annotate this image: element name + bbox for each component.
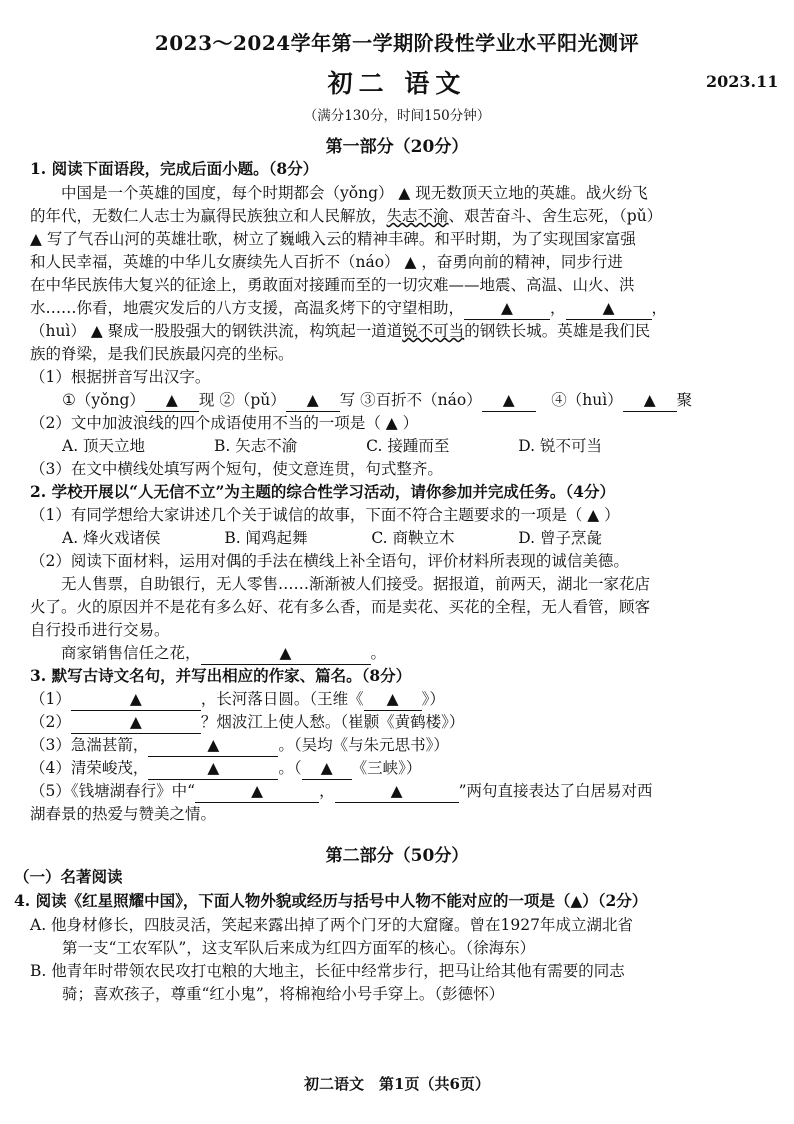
q4-option-a[interactable]: A. 他身材修长，四肢灵活，笑起来露出掉了两个门牙的大窟窿。曾在1927年成立湖北省 bbox=[30, 916, 633, 934]
option-c[interactable]: C. 接踵而至 bbox=[366, 437, 450, 455]
q1-passage-line: 族的脊梁，是我们民族最闪亮的坐标。 bbox=[30, 345, 294, 363]
answer-blank[interactable]: ▲ bbox=[623, 389, 677, 412]
option-d[interactable]: D. 锐不可当 bbox=[518, 437, 602, 455]
section-heading: （一）名著阅读 bbox=[14, 867, 123, 886]
q3-stem: 3. 默写古诗文名句，并写出相应的作家、篇名。（8分） bbox=[30, 666, 412, 685]
item-text: 《钱塘湖春行》中“ bbox=[70, 782, 196, 800]
exam-subject: 初二 语文 bbox=[327, 69, 467, 98]
answer-blank[interactable]: ▲ bbox=[201, 642, 371, 665]
q4-stem: 4. 阅读《红星照耀中国》，下面人物外貌或经历与括号中人物不能对应的一项是（▲）（2分） bbox=[14, 891, 648, 910]
answer-prefix: 商家销售信任之花， bbox=[30, 644, 201, 662]
answer-blank[interactable]: ▲ bbox=[71, 688, 201, 711]
q2-answer-line: 商家销售信任之花， ▲ 。 bbox=[30, 642, 386, 665]
answer-blank[interactable]: ▲ bbox=[71, 711, 201, 734]
q3-item bbox=[30, 780, 653, 803]
exam-date: 2023.11 bbox=[706, 72, 779, 91]
q2-material-line: 无人售票，自助银行，无人零售……渐渐被人们接受。据报道，前两天，湖北一家花店 bbox=[30, 575, 651, 593]
answer-blank[interactable]: ▲ bbox=[148, 734, 278, 757]
page-footer: 初二语文 第1页（共6页） bbox=[304, 1075, 490, 1093]
q3-item bbox=[30, 711, 464, 734]
wavy-idiom: 锐不可当 bbox=[402, 322, 465, 340]
item-text: 清荣峻茂， bbox=[70, 759, 149, 777]
wavy-idiom: 失志不渝 bbox=[386, 207, 449, 225]
answer-blank[interactable]: ▲ bbox=[364, 688, 422, 711]
part2-heading: 第二部分（50分） bbox=[325, 846, 469, 866]
answer-blank[interactable]: ▲ bbox=[566, 297, 652, 320]
answer-blank[interactable]: ▲ bbox=[302, 757, 352, 780]
q1-passage-line bbox=[30, 320, 650, 342]
item-number: （2） bbox=[30, 713, 71, 731]
q3-item bbox=[30, 757, 421, 780]
item-label: ④（huì） bbox=[551, 391, 623, 409]
part1-heading: 第一部分（20分） bbox=[325, 137, 469, 157]
q1-passage-seg: 的钢铁长城。英雄是我们民 bbox=[464, 322, 651, 340]
q1-passage-seg: 的年代，无数仁人志士为赢得民族独立和人民解放， bbox=[30, 207, 387, 225]
q1-passage-line: 在中华民族伟大复兴的征途上，勇敢面对接踵而至的一切灾难——地震、高温、山火、洪 bbox=[30, 276, 635, 294]
item-number: （4） bbox=[30, 759, 71, 777]
item-text: ”两句直接表达了白居易对西 bbox=[458, 782, 653, 800]
q3-item bbox=[30, 688, 445, 711]
q3-item bbox=[30, 734, 449, 757]
q1-passage-line: 水……你看，地震灾发后的八方支援，高温炙烤下的守望相助， ▲ ， ▲ ， bbox=[30, 297, 667, 320]
q1-passage-seg: 、艰苦奋斗、舍生忘死，（pǔ） bbox=[448, 207, 663, 225]
item-label: ①（yǒng） bbox=[62, 391, 145, 409]
q1-passage-line bbox=[30, 205, 662, 227]
q2-sub2: （2）阅读下面材料，运用对偶的手法在横线上补全语句，评价材料所表现的诚信美德。 bbox=[30, 552, 629, 570]
answer-blank[interactable]: ▲ bbox=[145, 389, 199, 412]
q3-tail: 湖春景的热爱与赞美之情。 bbox=[30, 805, 217, 823]
q2-stem: 2. 学校开展以“人无信不立”为主题的综合性学习活动，请你参加并完成任务。（4分） bbox=[30, 482, 615, 501]
item-label: 聚 bbox=[676, 391, 693, 409]
q1-passage-line: ▲ 写了气吞山河的英雄壮歌，树立了巍峨入云的精神丰碑。和平时期，为了实现国家富强 bbox=[30, 230, 636, 248]
exam-meta: （满分130分，时间150分钟） bbox=[303, 108, 491, 124]
item-text: ，长河落日圆。（王维《 bbox=[200, 690, 364, 708]
option-b[interactable]: B. 矢志不渝 bbox=[213, 437, 298, 455]
q4-option-a-cont: 第一支“工农军队”，这支军队后来成为红四方面军的核心。（徐海东） bbox=[62, 939, 536, 957]
answer-blank[interactable]: ▲ bbox=[148, 757, 278, 780]
option-a[interactable]: A. 顶天立地 bbox=[62, 437, 146, 455]
item-text: 》） bbox=[421, 690, 445, 708]
q1-passage-seg: （huì） ▲ 聚成一股股强大的钢铁洪流，构筑起一道道 bbox=[30, 322, 403, 340]
item-text: ， bbox=[319, 782, 335, 800]
exam-title: 2023～2024学年第一学期阶段性学业水平阳光测评 bbox=[154, 31, 640, 55]
q2-material-line: 火了。火的原因并不是花有多么好、花有多么香，而是卖花、买花的全程，无人看管，顾客 bbox=[30, 598, 651, 616]
item-number: （1） bbox=[30, 690, 71, 708]
q1-sub3: （3）在文中横线处填写两个短句，使文意连贯，句式整齐。 bbox=[30, 460, 443, 478]
answer-blank[interactable]: ▲ bbox=[195, 780, 319, 803]
answer-blank[interactable]: ▲ bbox=[482, 389, 536, 412]
q4-option-b[interactable]: B. 他青年时带领农民攻打屯粮的大地主，长征中经常步行，把马让给其他有需要的同志 bbox=[30, 962, 625, 980]
item-text: 《三峡》） bbox=[351, 759, 422, 777]
q1-passage-line: 和人民幸福，英雄的中华儿女赓续先人百折不（náo） ▲ ，奋勇向前的精神，同步行进 bbox=[30, 253, 623, 271]
item-label: 现 ②（pǔ） bbox=[198, 391, 286, 409]
q1-sub2: （2）文中加波浪线的四个成语使用不当的一项是（ ▲ ） bbox=[30, 414, 419, 432]
item-text: 。（ bbox=[278, 759, 302, 777]
q1-passage-seg: 水……你看，地震灾发后的八方支援，高温炙烤下的守望相助， bbox=[30, 299, 465, 317]
item-text: ？烟波江上使人愁。（崔颢《黄鹤楼》） bbox=[200, 713, 465, 731]
q2-material-line: 自行投币进行交易。 bbox=[30, 621, 170, 639]
item-text: 急湍甚箭， bbox=[70, 736, 149, 754]
q4-option-b-cont: 骑；喜欢孩子，尊重“红小鬼”，将棉袍给小号手穿上。（彭德怀） bbox=[62, 985, 505, 1003]
q1-stem: 1. 阅读下面语段，完成后面小题。（8分） bbox=[30, 159, 319, 178]
option-a[interactable]: A. 烽火戏诸侯 bbox=[62, 529, 161, 547]
item-number: （5） bbox=[30, 782, 71, 800]
q1-sub1-items bbox=[62, 389, 692, 412]
option-b[interactable]: B. 闻鸡起舞 bbox=[224, 529, 308, 547]
option-d[interactable]: D. 曾子烹彘 bbox=[518, 529, 602, 547]
item-label: 写 ③百折不（náo） bbox=[339, 391, 482, 409]
option-c[interactable]: C. 商鞅立木 bbox=[371, 529, 455, 547]
item-text: 。（吴均《与朱元思书》） bbox=[278, 736, 449, 754]
q1-sub1: （1）根据拼音写出汉字。 bbox=[30, 368, 211, 386]
answer-blank[interactable]: ▲ bbox=[464, 297, 550, 320]
q2-sub1-options bbox=[62, 527, 602, 549]
item-number: （3） bbox=[30, 736, 71, 754]
answer-blank[interactable]: ▲ bbox=[286, 389, 340, 412]
q1-sub2-options bbox=[62, 435, 602, 457]
q2-sub1: （1）有同学想给大家讲述几个关于诚信的故事，下面不符合主题要求的一项是（ ▲ ） bbox=[30, 506, 620, 524]
q1-passage-line: 中国是一个英雄的国度，每个时期都会（yǒng） ▲ 现无数顶天立地的英雄。战火纷飞 bbox=[30, 184, 648, 202]
answer-blank[interactable]: ▲ bbox=[335, 780, 459, 803]
